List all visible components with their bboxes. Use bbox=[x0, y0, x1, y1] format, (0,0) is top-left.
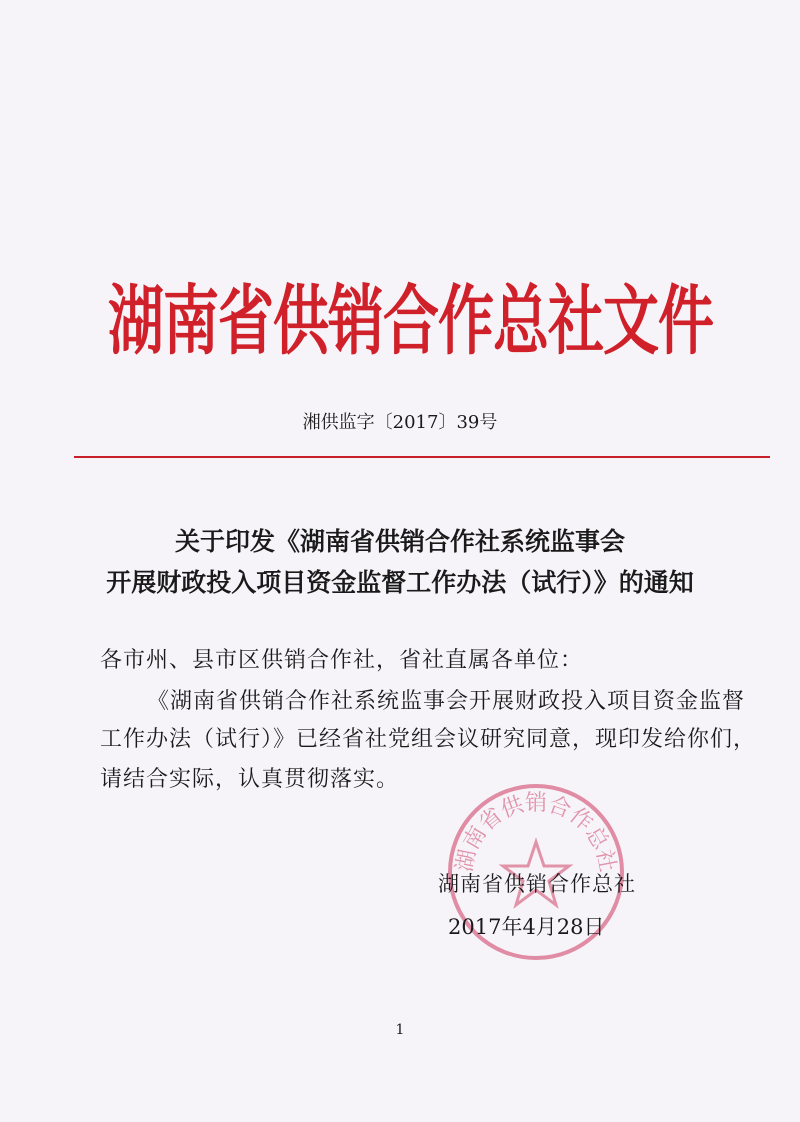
body-line: 请结合实际，认真贯彻落实。 bbox=[100, 767, 400, 792]
page-number: 1 bbox=[395, 1022, 405, 1038]
document-number: 湘供监字〔2017〕39号 bbox=[302, 412, 498, 433]
signing-date: 2017年4月28日 bbox=[448, 915, 605, 939]
salutation: 各市州、县市区供销合作社，省社直属各单位： bbox=[100, 648, 584, 673]
notice-title-line-2: 开展财政投入项目资金监督工作办法（试行）》的通知 bbox=[106, 568, 694, 597]
red-divider-line bbox=[74, 456, 770, 458]
signing-organization: 湖南省供销合作总社 bbox=[438, 872, 636, 896]
issuer-red-header: 湖南省供销合作总社文件 bbox=[108, 278, 713, 366]
notice-title-line-1: 关于印发《湖南省供销合作社系统监事会 bbox=[174, 527, 625, 556]
body-line: 《湖南省供销合作社系统监事会开展财政投入项目资金监督 bbox=[147, 689, 746, 714]
body-line: 工作办法（试行）》已经省社党组会议研究同意，现印发给你们， bbox=[100, 727, 757, 752]
seal-text: 湖南省供销合作总社 bbox=[452, 791, 620, 874]
